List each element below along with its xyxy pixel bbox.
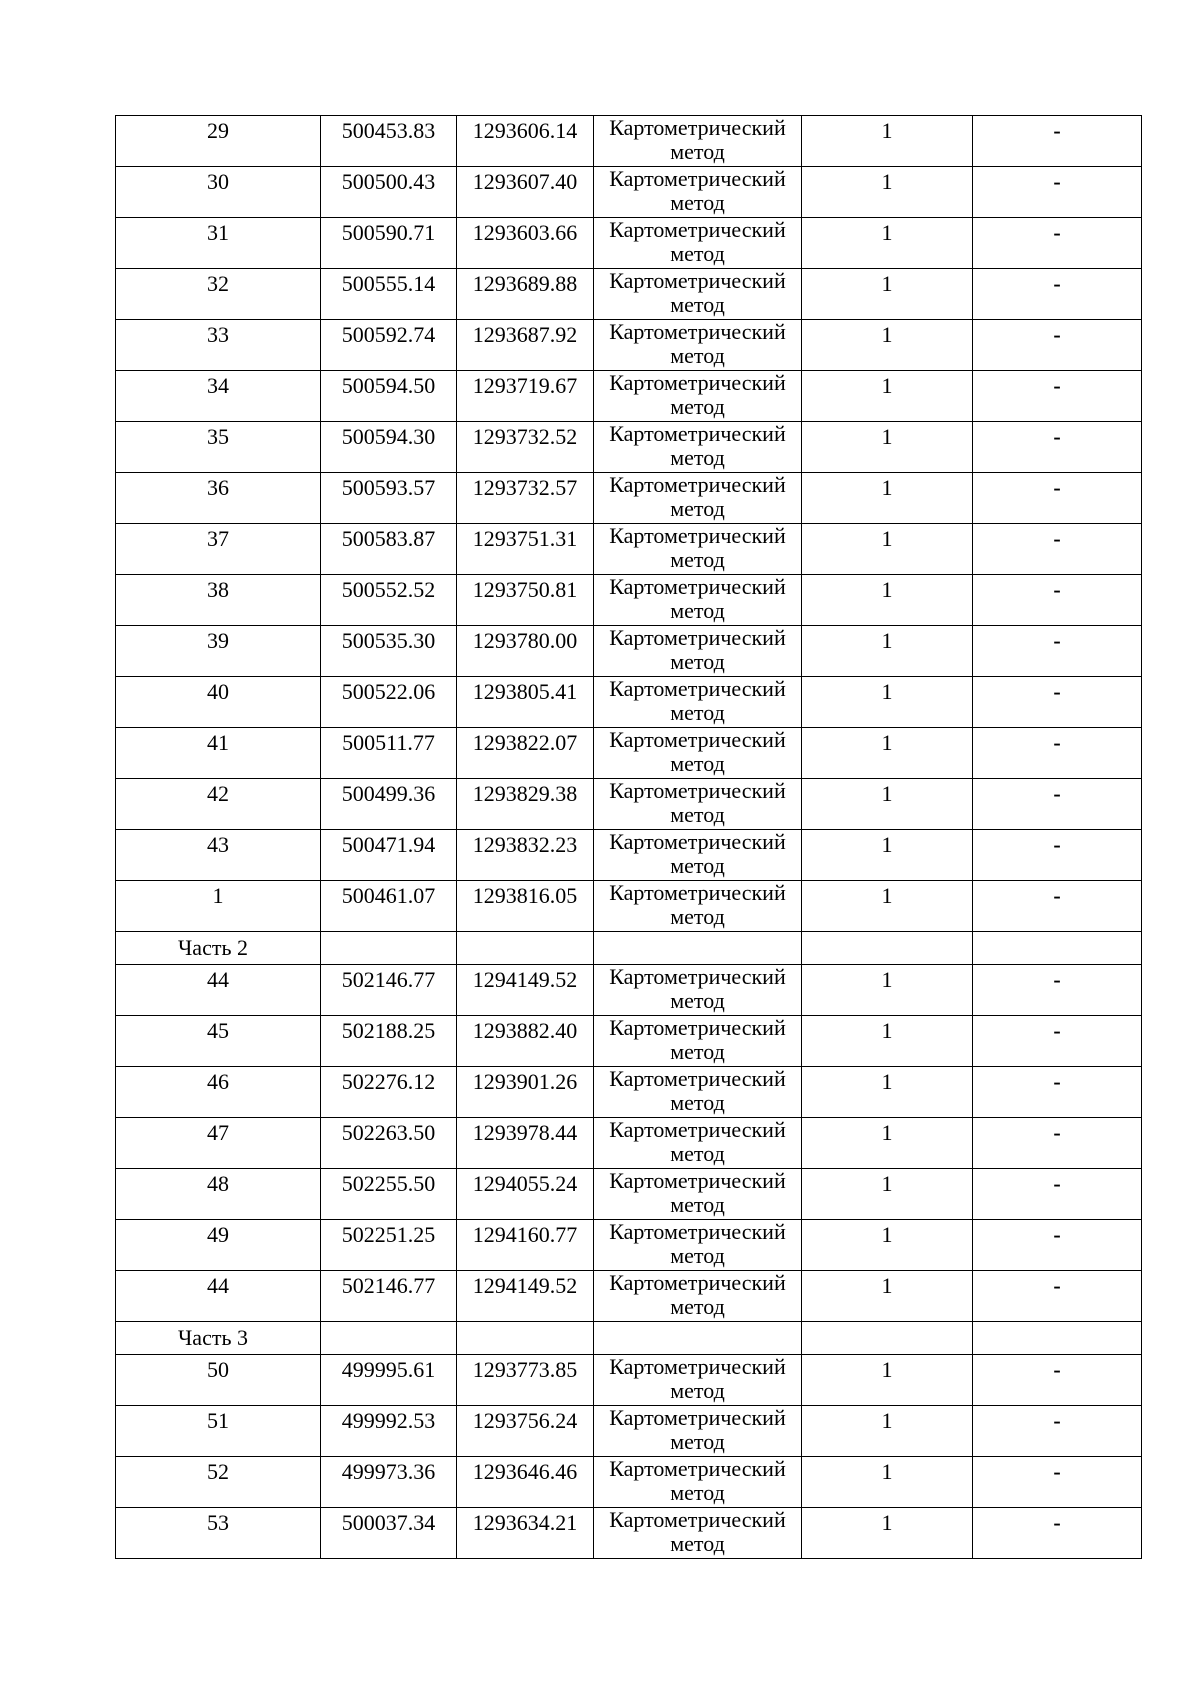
method-cell [594, 524, 802, 575]
description-cell: - [973, 779, 1142, 830]
point-number-cell: 48 [116, 1169, 321, 1220]
precision-cell: 1 [802, 371, 973, 422]
y-coordinate-cell: 1293901.26 [457, 1067, 594, 1118]
precision-cell: 1 [802, 965, 973, 1016]
precision-cell: 1 [802, 677, 973, 728]
x-coordinate-cell: 500037.34 [321, 1508, 457, 1559]
method-line-1: Картометрический [609, 880, 786, 905]
y-coordinate-cell: 1293780.00 [457, 626, 594, 677]
y-coordinate-cell: 1293606.14 [457, 116, 594, 167]
x-coordinate-cell: 500583.87 [321, 524, 457, 575]
x-coordinate-cell: 502251.25 [321, 1220, 457, 1271]
precision-cell: 1 [802, 1508, 973, 1559]
description-cell: - [973, 524, 1142, 575]
point-number-cell: 37 [116, 524, 321, 575]
method-cell [594, 422, 802, 473]
method-line-2: метод [670, 802, 725, 827]
description-cell: - [973, 269, 1142, 320]
description-cell: - [973, 1457, 1142, 1508]
x-coordinate-cell: 502188.25 [321, 1016, 457, 1067]
method-line-2: метод [670, 1378, 725, 1403]
method-line-2: метод [670, 139, 725, 164]
method-line-1: Картометрический [609, 964, 786, 989]
table-row [116, 1067, 1142, 1118]
point-number-cell: 51 [116, 1406, 321, 1457]
table-row [116, 1118, 1142, 1169]
precision-cell: 1 [802, 1220, 973, 1271]
method-cell [594, 965, 802, 1016]
description-cell: - [973, 422, 1142, 473]
method-cell [594, 1067, 802, 1118]
method-line-1: Картометрический [609, 1168, 786, 1193]
empty-cell [321, 1322, 457, 1355]
method-cell [594, 728, 802, 779]
y-coordinate-cell: 1293756.24 [457, 1406, 594, 1457]
description-cell: - [973, 1118, 1142, 1169]
part-label: Часть 2 [116, 932, 321, 965]
x-coordinate-cell: 500594.30 [321, 422, 457, 473]
method-line-1: Картометрический [609, 1270, 786, 1295]
coordinates-table [115, 115, 1142, 1559]
table-row [116, 965, 1142, 1016]
method-cell [594, 1508, 802, 1559]
method-line-2: метод [670, 1039, 725, 1064]
y-coordinate-cell: 1293687.92 [457, 320, 594, 371]
point-number-cell: 29 [116, 116, 321, 167]
empty-cell [802, 1322, 973, 1355]
description-cell: - [973, 830, 1142, 881]
point-number-cell: 30 [116, 167, 321, 218]
y-coordinate-cell: 1293829.38 [457, 779, 594, 830]
method-line-2: метод [670, 1192, 725, 1217]
method-cell [594, 575, 802, 626]
method-cell [594, 1220, 802, 1271]
method-line-1: Картометрический [609, 676, 786, 701]
point-number-cell: 53 [116, 1508, 321, 1559]
description-cell: - [973, 116, 1142, 167]
description-cell: - [973, 626, 1142, 677]
point-number-cell: 40 [116, 677, 321, 728]
method-cell [594, 473, 802, 524]
method-cell [594, 116, 802, 167]
precision-cell: 1 [802, 1016, 973, 1067]
point-number-cell: 41 [116, 728, 321, 779]
empty-cell [457, 1322, 594, 1355]
description-cell: - [973, 1406, 1142, 1457]
method-line-2: метод [670, 700, 725, 725]
precision-cell: 1 [802, 1169, 973, 1220]
table-row [116, 626, 1142, 677]
point-number-cell: 46 [116, 1067, 321, 1118]
coordinates-table-body [116, 116, 1142, 1559]
description-cell: - [973, 575, 1142, 626]
empty-cell [594, 932, 802, 965]
description-cell: - [973, 677, 1142, 728]
x-coordinate-cell: 500500.43 [321, 167, 457, 218]
table-row [116, 167, 1142, 218]
y-coordinate-cell: 1293805.41 [457, 677, 594, 728]
y-coordinate-cell: 1293603.66 [457, 218, 594, 269]
point-number-cell: 39 [116, 626, 321, 677]
method-line-1: Картометрический [609, 319, 786, 344]
method-line-2: метод [670, 904, 725, 929]
table-row [116, 1508, 1142, 1559]
table-row [116, 1406, 1142, 1457]
precision-cell: 1 [802, 524, 973, 575]
precision-cell: 1 [802, 218, 973, 269]
precision-cell: 1 [802, 728, 973, 779]
y-coordinate-cell: 1294149.52 [457, 1271, 594, 1322]
table-row [116, 830, 1142, 881]
method-cell [594, 218, 802, 269]
description-cell: - [973, 1355, 1142, 1406]
description-cell: - [973, 1067, 1142, 1118]
method-cell [594, 779, 802, 830]
method-line-2: метод [670, 751, 725, 776]
precision-cell: 1 [802, 473, 973, 524]
x-coordinate-cell: 500461.07 [321, 881, 457, 932]
x-coordinate-cell: 502146.77 [321, 965, 457, 1016]
precision-cell: 1 [802, 1406, 973, 1457]
method-line-2: метод [670, 547, 725, 572]
table-row [116, 116, 1142, 167]
x-coordinate-cell: 500592.74 [321, 320, 457, 371]
method-line-1: Картометрический [609, 574, 786, 599]
point-number-cell: 44 [116, 965, 321, 1016]
precision-cell: 1 [802, 830, 973, 881]
method-cell [594, 677, 802, 728]
method-line-2: метод [670, 988, 725, 1013]
method-cell [594, 830, 802, 881]
method-line-1: Картометрический [609, 268, 786, 293]
point-number-cell: 42 [116, 779, 321, 830]
y-coordinate-cell: 1293732.52 [457, 422, 594, 473]
method-cell [594, 1169, 802, 1220]
y-coordinate-cell: 1293882.40 [457, 1016, 594, 1067]
table-row [116, 1220, 1142, 1271]
x-coordinate-cell: 500590.71 [321, 218, 457, 269]
x-coordinate-cell: 499995.61 [321, 1355, 457, 1406]
y-coordinate-cell: 1293689.88 [457, 269, 594, 320]
point-number-cell: 43 [116, 830, 321, 881]
precision-cell: 1 [802, 1457, 973, 1508]
method-cell [594, 371, 802, 422]
point-number-cell: 1 [116, 881, 321, 932]
method-line-1: Картометрический [609, 1354, 786, 1379]
precision-cell: 1 [802, 1271, 973, 1322]
x-coordinate-cell: 500535.30 [321, 626, 457, 677]
empty-cell [321, 932, 457, 965]
method-cell [594, 1016, 802, 1067]
point-number-cell: 44 [116, 1271, 321, 1322]
y-coordinate-cell: 1293816.05 [457, 881, 594, 932]
table-row [116, 575, 1142, 626]
point-number-cell: 36 [116, 473, 321, 524]
y-coordinate-cell: 1293607.40 [457, 167, 594, 218]
method-line-1: Картометрический [609, 217, 786, 242]
method-line-2: метод [670, 1090, 725, 1115]
table-row [116, 1355, 1142, 1406]
method-line-2: метод [670, 598, 725, 623]
point-number-cell: 49 [116, 1220, 321, 1271]
method-cell [594, 1118, 802, 1169]
method-line-1: Картометрический [609, 727, 786, 752]
precision-cell: 1 [802, 779, 973, 830]
description-cell: - [973, 1220, 1142, 1271]
method-cell [594, 1271, 802, 1322]
part-header-row [116, 1322, 1142, 1355]
point-number-cell: 31 [116, 218, 321, 269]
precision-cell: 1 [802, 116, 973, 167]
y-coordinate-cell: 1294160.77 [457, 1220, 594, 1271]
precision-cell: 1 [802, 167, 973, 218]
x-coordinate-cell: 500471.94 [321, 830, 457, 881]
method-line-2: метод [670, 1480, 725, 1505]
method-cell [594, 881, 802, 932]
point-number-cell: 33 [116, 320, 321, 371]
x-coordinate-cell: 500594.50 [321, 371, 457, 422]
method-line-1: Картометрический [609, 829, 786, 854]
method-line-2: метод [670, 1531, 725, 1556]
point-number-cell: 50 [116, 1355, 321, 1406]
method-line-2: метод [670, 496, 725, 521]
method-cell [594, 1355, 802, 1406]
method-line-1: Картометрический [609, 421, 786, 446]
method-cell [594, 626, 802, 677]
x-coordinate-cell: 500453.83 [321, 116, 457, 167]
y-coordinate-cell: 1293750.81 [457, 575, 594, 626]
empty-cell [802, 932, 973, 965]
point-number-cell: 52 [116, 1457, 321, 1508]
description-cell: - [973, 218, 1142, 269]
precision-cell: 1 [802, 881, 973, 932]
method-line-1: Картометрический [609, 115, 786, 140]
precision-cell: 1 [802, 269, 973, 320]
method-line-2: метод [670, 1294, 725, 1319]
table-row [116, 473, 1142, 524]
y-coordinate-cell: 1294149.52 [457, 965, 594, 1016]
empty-cell [973, 1322, 1142, 1355]
y-coordinate-cell: 1293832.23 [457, 830, 594, 881]
method-line-2: метод [670, 343, 725, 368]
description-cell: - [973, 1169, 1142, 1220]
point-number-cell: 35 [116, 422, 321, 473]
method-line-1: Картометрический [609, 1066, 786, 1091]
description-cell: - [973, 881, 1142, 932]
method-line-1: Картометрический [609, 166, 786, 191]
method-line-2: метод [670, 853, 725, 878]
method-line-1: Картометрический [609, 625, 786, 650]
method-line-2: метод [670, 1429, 725, 1454]
precision-cell: 1 [802, 626, 973, 677]
point-number-cell: 45 [116, 1016, 321, 1067]
x-coordinate-cell: 499973.36 [321, 1457, 457, 1508]
y-coordinate-cell: 1293732.57 [457, 473, 594, 524]
y-coordinate-cell: 1293822.07 [457, 728, 594, 779]
y-coordinate-cell: 1293751.31 [457, 524, 594, 575]
precision-cell: 1 [802, 320, 973, 371]
method-line-1: Картометрический [609, 472, 786, 497]
table-row [116, 779, 1142, 830]
x-coordinate-cell: 502263.50 [321, 1118, 457, 1169]
description-cell: - [973, 371, 1142, 422]
precision-cell: 1 [802, 422, 973, 473]
table-row [116, 269, 1142, 320]
method-line-2: метод [670, 190, 725, 215]
point-number-cell: 47 [116, 1118, 321, 1169]
method-line-1: Картометрический [609, 523, 786, 548]
y-coordinate-cell: 1293719.67 [457, 371, 594, 422]
precision-cell: 1 [802, 575, 973, 626]
x-coordinate-cell: 502146.77 [321, 1271, 457, 1322]
x-coordinate-cell: 500552.52 [321, 575, 457, 626]
method-cell [594, 320, 802, 371]
table-row [116, 1271, 1142, 1322]
point-number-cell: 38 [116, 575, 321, 626]
y-coordinate-cell: 1293978.44 [457, 1118, 594, 1169]
table-row [116, 1457, 1142, 1508]
precision-cell: 1 [802, 1118, 973, 1169]
x-coordinate-cell: 500593.57 [321, 473, 457, 524]
method-line-2: метод [670, 445, 725, 470]
method-line-2: метод [670, 1243, 725, 1268]
empty-cell [457, 932, 594, 965]
method-line-2: метод [670, 292, 725, 317]
x-coordinate-cell: 500522.06 [321, 677, 457, 728]
table-row [116, 677, 1142, 728]
table-row [116, 422, 1142, 473]
method-line-1: Картометрический [609, 1117, 786, 1142]
x-coordinate-cell: 500511.77 [321, 728, 457, 779]
part-label: Часть 3 [116, 1322, 321, 1355]
part-header-row [116, 932, 1142, 965]
x-coordinate-cell: 502276.12 [321, 1067, 457, 1118]
description-cell: - [973, 728, 1142, 779]
description-cell: - [973, 167, 1142, 218]
description-cell: - [973, 320, 1142, 371]
description-cell: - [973, 1271, 1142, 1322]
method-cell [594, 1406, 802, 1457]
description-cell: - [973, 965, 1142, 1016]
x-coordinate-cell: 499992.53 [321, 1406, 457, 1457]
x-coordinate-cell: 500499.36 [321, 779, 457, 830]
table-row [116, 1169, 1142, 1220]
table-row [116, 320, 1142, 371]
table-row [116, 881, 1142, 932]
empty-cell [594, 1322, 802, 1355]
x-coordinate-cell: 502255.50 [321, 1169, 457, 1220]
method-line-1: Картометрический [609, 1015, 786, 1040]
empty-cell [973, 932, 1142, 965]
x-coordinate-cell: 500555.14 [321, 269, 457, 320]
method-cell [594, 167, 802, 218]
precision-cell: 1 [802, 1355, 973, 1406]
point-number-cell: 32 [116, 269, 321, 320]
y-coordinate-cell: 1293773.85 [457, 1355, 594, 1406]
method-line-2: метод [670, 1141, 725, 1166]
y-coordinate-cell: 1293646.46 [457, 1457, 594, 1508]
precision-cell: 1 [802, 1067, 973, 1118]
table-row [116, 371, 1142, 422]
table-row [116, 1016, 1142, 1067]
table-row [116, 218, 1142, 269]
method-line-1: Картометрический [609, 1219, 786, 1244]
method-cell [594, 1457, 802, 1508]
point-number-cell: 34 [116, 371, 321, 422]
method-line-1: Картометрический [609, 1405, 786, 1430]
table-row [116, 524, 1142, 575]
method-line-2: метод [670, 649, 725, 674]
method-line-2: метод [670, 394, 725, 419]
table-row [116, 728, 1142, 779]
description-cell: - [973, 1016, 1142, 1067]
method-line-2: метод [670, 241, 725, 266]
method-line-1: Картометрический [609, 370, 786, 395]
method-line-1: Картометрический [609, 1507, 786, 1532]
method-line-1: Картометрический [609, 778, 786, 803]
y-coordinate-cell: 1294055.24 [457, 1169, 594, 1220]
method-cell [594, 269, 802, 320]
method-line-1: Картометрический [609, 1456, 786, 1481]
y-coordinate-cell: 1293634.21 [457, 1508, 594, 1559]
description-cell: - [973, 473, 1142, 524]
description-cell: - [973, 1508, 1142, 1559]
